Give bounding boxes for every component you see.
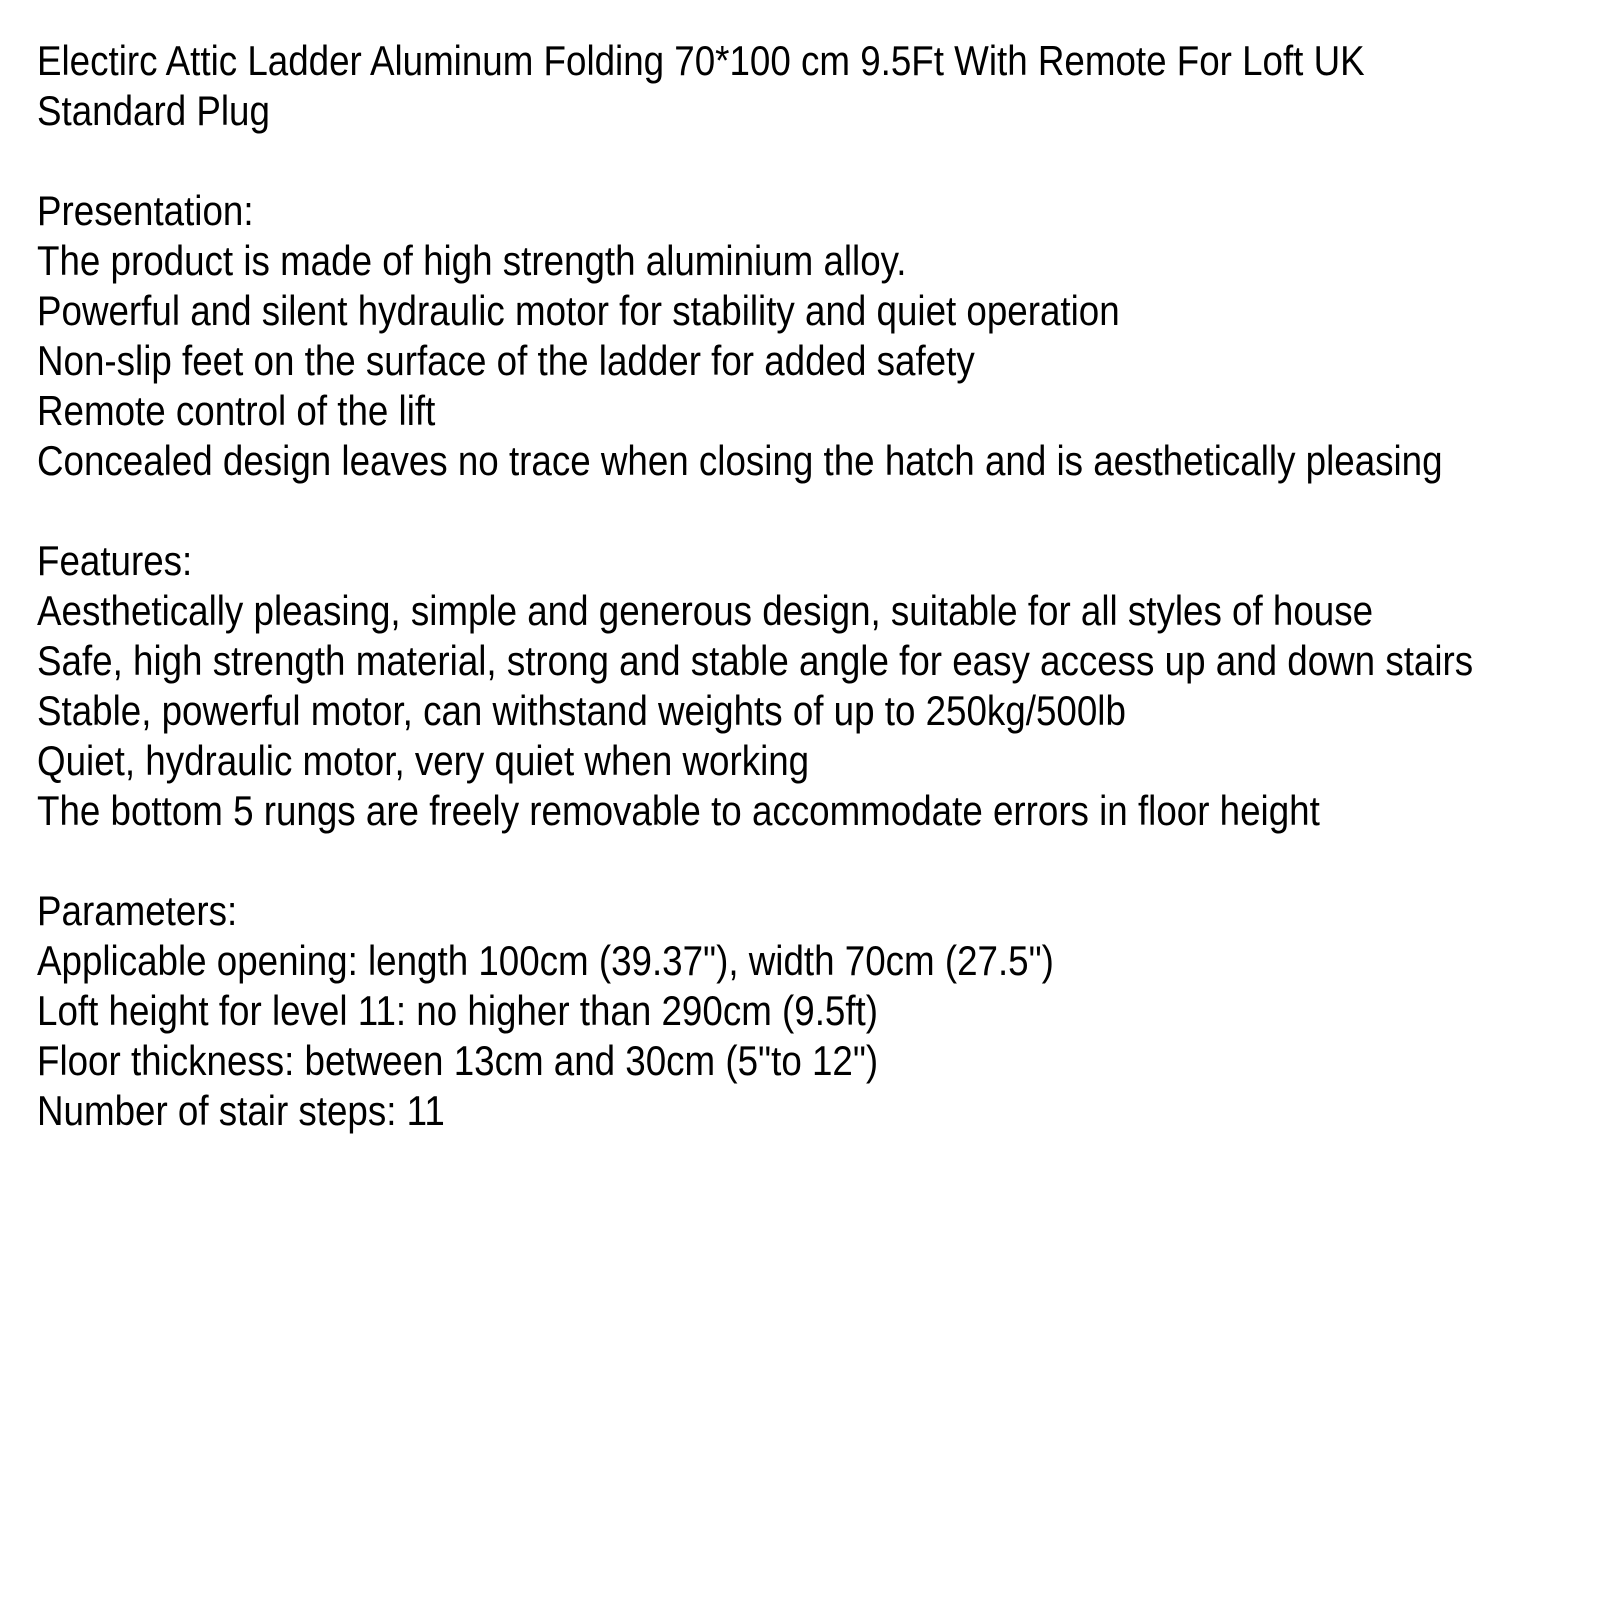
features-line: Aesthetically pleasing, simple and generous design, suitable for all styles of house <box>37 587 1374 634</box>
presentation-line: Powerful and silent hydraulic motor for stability and quiet operation <box>37 287 1120 334</box>
blank-line <box>37 836 1600 886</box>
features-line: Stable, powerful motor, can withstand weights of up to 250kg/500lb <box>37 687 1126 734</box>
features-line: Quiet, hydraulic motor, very quiet when working <box>37 737 810 784</box>
features-line: The bottom 5 rungs are freely removable to accommodate errors in floor height <box>37 787 1320 834</box>
parameters-line: Number of stair steps: 11 <box>37 1087 445 1134</box>
product-title-line-2: Standard Plug <box>37 87 270 134</box>
blank-line <box>37 486 1600 536</box>
parameters-line: Floor thickness: between 13cm and 30cm (5"to 12") <box>37 1037 879 1084</box>
presentation-line: Non-slip feet on the surface of the ladder for added safety <box>37 337 975 384</box>
section-heading-presentation: Presentation: <box>37 187 254 234</box>
presentation-line: Remote control of the lift <box>37 387 436 434</box>
presentation-line: The product is made of high strength aluminium alloy. <box>37 237 907 284</box>
parameters-line: Loft height for level 11: no higher than 290cm (9.5ft) <box>37 987 878 1034</box>
product-title-line-1: Electirc Attic Ladder Aluminum Folding 70*100 cm 9.5Ft With Remote For Loft UK <box>37 37 1365 84</box>
features-line: Safe, high strength material, strong and stable angle for easy access up and down stairs <box>37 637 1474 684</box>
presentation-line: Concealed design leaves no trace when closing the hatch and is aesthetically pleasing <box>37 437 1443 484</box>
parameters-line: Applicable opening: length 100cm (39.37"), width 70cm (27.5") <box>37 937 1054 984</box>
blank-line <box>37 136 1600 186</box>
section-heading-parameters: Parameters: <box>37 887 238 934</box>
section-heading-features: Features: <box>37 537 193 584</box>
